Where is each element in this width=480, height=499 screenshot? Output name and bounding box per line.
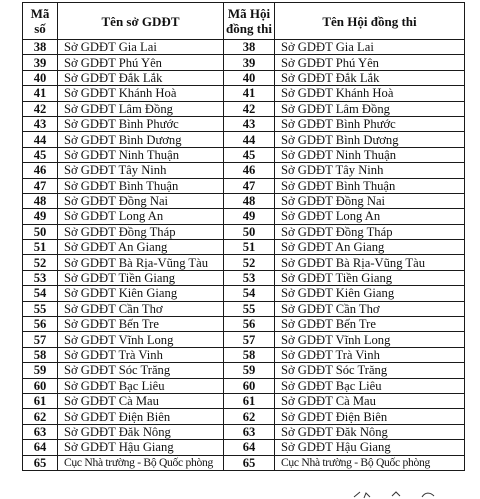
table-row xyxy=(23,240,465,255)
ten-hoi-dong-cell: Sở GDĐT An Giang xyxy=(275,240,465,255)
table-row xyxy=(23,440,465,455)
ma-hoi-dong-cell: 56 xyxy=(224,317,275,332)
header-ma-hoi-dong xyxy=(224,3,275,40)
ten-so-cell: Sở GDĐT Khánh Hoà xyxy=(58,86,224,101)
ten-hoi-dong-cell: Sở GDĐT Phú Yên xyxy=(275,55,465,70)
ma-so-cell: 43 xyxy=(23,116,58,131)
table-row xyxy=(23,178,465,193)
table-row xyxy=(23,40,465,55)
ma-hoi-dong-cell: 46 xyxy=(224,163,275,178)
ma-hoi-dong-cell: 42 xyxy=(224,101,275,116)
ten-hoi-dong-cell: Sở GDĐT Khánh Hoà xyxy=(275,86,465,101)
ten-so-cell: Sở GDĐT Điện Biên xyxy=(58,409,224,424)
table-row xyxy=(23,270,465,285)
ma-hoi-dong-cell: 39 xyxy=(224,55,275,70)
table-row xyxy=(23,301,465,316)
ten-so-cell: Sở GDĐT Phú Yên xyxy=(58,55,224,70)
ten-hoi-dong-cell: Sở GDĐT Cần Thơ xyxy=(275,301,465,316)
ten-hoi-dong-cell: Sở GDĐT Cà Mau xyxy=(275,393,465,408)
header-ma-so xyxy=(23,3,58,40)
ten-hoi-dong-cell: Sở GDĐT Bình Phước xyxy=(275,116,465,131)
ten-so-cell: Sở GDĐT Kiên Giang xyxy=(58,286,224,301)
ten-hoi-dong-cell: Cục Nhà trường - Bộ Quốc phòng xyxy=(275,455,465,470)
ma-hoi-dong-cell: 52 xyxy=(224,255,275,270)
table-row xyxy=(23,193,465,208)
table-row xyxy=(23,86,465,101)
table-row xyxy=(23,255,465,270)
ten-hoi-dong-cell: Sở GDĐT Tây Ninh xyxy=(275,163,465,178)
ten-so-cell: Sở GDĐT Sóc Trăng xyxy=(58,363,224,378)
ten-hoi-dong-cell: Sở GDĐT Kiên Giang xyxy=(275,286,465,301)
header-ma-so-line2: số xyxy=(34,21,46,36)
ma-hoi-dong-cell: 58 xyxy=(224,347,275,362)
ten-so-cell: Sở GDĐT Lâm Đồng xyxy=(58,101,224,116)
ma-so-cell: 55 xyxy=(23,301,58,316)
ma-so-cell: 59 xyxy=(23,363,58,378)
ma-so-cell: 65 xyxy=(23,455,58,470)
ten-hoi-dong-cell: Sở GDĐT Đồng Tháp xyxy=(275,224,465,239)
ten-so-cell: Sở GDĐT Đồng Tháp xyxy=(58,224,224,239)
ma-hoi-dong-cell: 59 xyxy=(224,363,275,378)
ma-so-cell: 62 xyxy=(23,409,58,424)
table-row xyxy=(23,332,465,347)
ten-so-cell: Sở GDĐT Tiền Giang xyxy=(58,270,224,285)
ten-so-cell: Sở GDĐT Bà Rịa-Vũng Tàu xyxy=(58,255,224,270)
ma-so-cell: 56 xyxy=(23,317,58,332)
ma-hoi-dong-cell: 54 xyxy=(224,286,275,301)
ma-hoi-dong-cell: 57 xyxy=(224,332,275,347)
ten-hoi-dong-cell: Sở GDĐT Hậu Giang xyxy=(275,440,465,455)
ten-so-cell: Sở GDĐT Đăk Nông xyxy=(58,424,224,439)
header-ma-hoi-dong-line1: Mã Hội xyxy=(227,6,271,21)
table-row xyxy=(23,393,465,408)
ten-so-cell: Sở GDĐT Bến Tre xyxy=(58,317,224,332)
ma-hoi-dong-cell: 45 xyxy=(224,147,275,162)
ma-hoi-dong-cell: 51 xyxy=(224,240,275,255)
table-header-row xyxy=(23,3,465,40)
header-ma-hoi-dong-line2: đồng thi xyxy=(226,21,272,36)
ten-hoi-dong-cell: Sở GDĐT Ninh Thuận xyxy=(275,147,465,162)
ma-so-cell: 52 xyxy=(23,255,58,270)
ma-so-cell: 50 xyxy=(23,224,58,239)
ma-so-cell: 39 xyxy=(23,55,58,70)
ten-hoi-dong-cell: Sở GDĐT Đăk Nông xyxy=(275,424,465,439)
ten-so-cell: Sở GDĐT Vĩnh Long xyxy=(58,332,224,347)
ten-hoi-dong-cell: Sở GDĐT Sóc Trăng xyxy=(275,363,465,378)
ma-so-cell: 45 xyxy=(23,147,58,162)
ma-hoi-dong-cell: 64 xyxy=(224,440,275,455)
ma-so-cell: 60 xyxy=(23,378,58,393)
header-ma-so-line1: Mã xyxy=(30,6,50,21)
ma-so-cell: 54 xyxy=(23,286,58,301)
ma-so-cell: 49 xyxy=(23,209,58,224)
ma-so-cell: 58 xyxy=(23,347,58,362)
ma-hoi-dong-cell: 61 xyxy=(224,393,275,408)
document-page xyxy=(22,2,464,471)
ma-so-cell: 64 xyxy=(23,440,58,455)
ma-hoi-dong-cell: 63 xyxy=(224,424,275,439)
ma-hoi-dong-cell: 40 xyxy=(224,70,275,85)
ten-so-cell: Sở GDĐT Cà Mau xyxy=(58,393,224,408)
ten-hoi-dong-cell: Sở GDĐT Bạc Liêu xyxy=(275,378,465,393)
table-row xyxy=(23,101,465,116)
ten-hoi-dong-cell: Sở GDĐT Bến Tre xyxy=(275,317,465,332)
ten-so-cell: Sở GDĐT Tây Ninh xyxy=(58,163,224,178)
ma-hoi-dong-cell: 49 xyxy=(224,209,275,224)
ten-hoi-dong-cell: Sở GDĐT Tiền Giang xyxy=(275,270,465,285)
ma-hoi-dong-cell: 48 xyxy=(224,193,275,208)
ten-hoi-dong-cell: Sở GDĐT Bình Dương xyxy=(275,132,465,147)
ma-hoi-dong-cell: 55 xyxy=(224,301,275,316)
ma-so-cell: 41 xyxy=(23,86,58,101)
ma-hoi-dong-cell: 62 xyxy=(224,409,275,424)
ten-hoi-dong-cell: Sở GDĐT Đồng Nai xyxy=(275,193,465,208)
ma-so-cell: 57 xyxy=(23,332,58,347)
ten-hoi-dong-cell: Sở GDĐT Trà Vinh xyxy=(275,347,465,362)
ten-so-cell: Cục Nhà trường - Bộ Quốc phòng xyxy=(58,455,224,470)
ten-so-cell: Sở GDĐT An Giang xyxy=(58,240,224,255)
table-row xyxy=(23,378,465,393)
ma-hoi-dong-cell: 47 xyxy=(224,178,275,193)
ma-hoi-dong-cell: 65 xyxy=(224,455,275,470)
ma-so-cell: 38 xyxy=(23,40,58,55)
table-row xyxy=(23,147,465,162)
ten-hoi-dong-cell: Sở GDĐT Đắk Lắk xyxy=(275,70,465,85)
table-row xyxy=(23,55,465,70)
ten-so-cell: Sở GDĐT Bình Thuận xyxy=(58,178,224,193)
ten-hoi-dong-cell: Sở GDĐT Bà Rịa-Vũng Tàu xyxy=(275,255,465,270)
header-ten-hoi-dong: Tên Hội đồng thi xyxy=(275,3,465,40)
table-row xyxy=(23,116,465,131)
ten-so-cell: Sở GDĐT Trà Vinh xyxy=(58,347,224,362)
ten-so-cell: Sở GDĐT Ninh Thuận xyxy=(58,147,224,162)
ten-so-cell: Sở GDĐT Long An xyxy=(58,209,224,224)
table-row xyxy=(23,424,465,439)
ma-hoi-dong-cell: 44 xyxy=(224,132,275,147)
ten-so-cell: Sở GDĐT Bình Dương xyxy=(58,132,224,147)
table-row xyxy=(23,209,465,224)
pen-mark xyxy=(352,490,442,499)
ma-hoi-dong-cell: 38 xyxy=(224,40,275,55)
header-ten-so: Tên sở GDĐT xyxy=(58,3,224,40)
ma-so-cell: 40 xyxy=(23,70,58,85)
ten-hoi-dong-cell: Sở GDĐT Gia Lai xyxy=(275,40,465,55)
ten-so-cell: Sở GDĐT Cần Thơ xyxy=(58,301,224,316)
ma-so-cell: 53 xyxy=(23,270,58,285)
ten-so-cell: Sở GDĐT Hậu Giang xyxy=(58,440,224,455)
table-row xyxy=(23,286,465,301)
ma-so-cell: 48 xyxy=(23,193,58,208)
ten-so-cell: Sở GDĐT Gia Lai xyxy=(58,40,224,55)
table-row xyxy=(23,317,465,332)
table-row xyxy=(23,132,465,147)
ma-so-cell: 61 xyxy=(23,393,58,408)
ma-hoi-dong-cell: 53 xyxy=(224,270,275,285)
table-row xyxy=(23,70,465,85)
ten-so-cell: Sở GDĐT Bình Phước xyxy=(58,116,224,131)
ten-hoi-dong-cell: Sở GDĐT Bình Thuận xyxy=(275,178,465,193)
table-row xyxy=(23,224,465,239)
ma-hoi-dong-cell: 43 xyxy=(224,116,275,131)
ma-so-cell: 46 xyxy=(23,163,58,178)
ma-so-cell: 47 xyxy=(23,178,58,193)
ten-hoi-dong-cell: Sở GDĐT Lâm Đồng xyxy=(275,101,465,116)
ma-so-cell: 51 xyxy=(23,240,58,255)
ma-hoi-dong-cell: 60 xyxy=(224,378,275,393)
table-row xyxy=(23,363,465,378)
ten-so-cell: Sở GDĐT Đắk Lắk xyxy=(58,70,224,85)
ten-hoi-dong-cell: Sở GDĐT Điện Biên xyxy=(275,409,465,424)
ma-hoi-dong-cell: 50 xyxy=(224,224,275,239)
ten-hoi-dong-cell: Sở GDĐT Vĩnh Long xyxy=(275,332,465,347)
table-row xyxy=(23,409,465,424)
table-row xyxy=(23,163,465,178)
ma-so-cell: 42 xyxy=(23,101,58,116)
table-row xyxy=(23,347,465,362)
ten-so-cell: Sở GDĐT Đồng Nai xyxy=(58,193,224,208)
ten-hoi-dong-cell: Sở GDĐT Long An xyxy=(275,209,465,224)
ten-so-cell: Sở GDĐT Bạc Liêu xyxy=(58,378,224,393)
ma-so-cell: 63 xyxy=(23,424,58,439)
table-row xyxy=(23,455,465,470)
ma-hoi-dong-cell: 41 xyxy=(224,86,275,101)
ma-so-cell: 44 xyxy=(23,132,58,147)
exam-council-table xyxy=(22,2,465,471)
